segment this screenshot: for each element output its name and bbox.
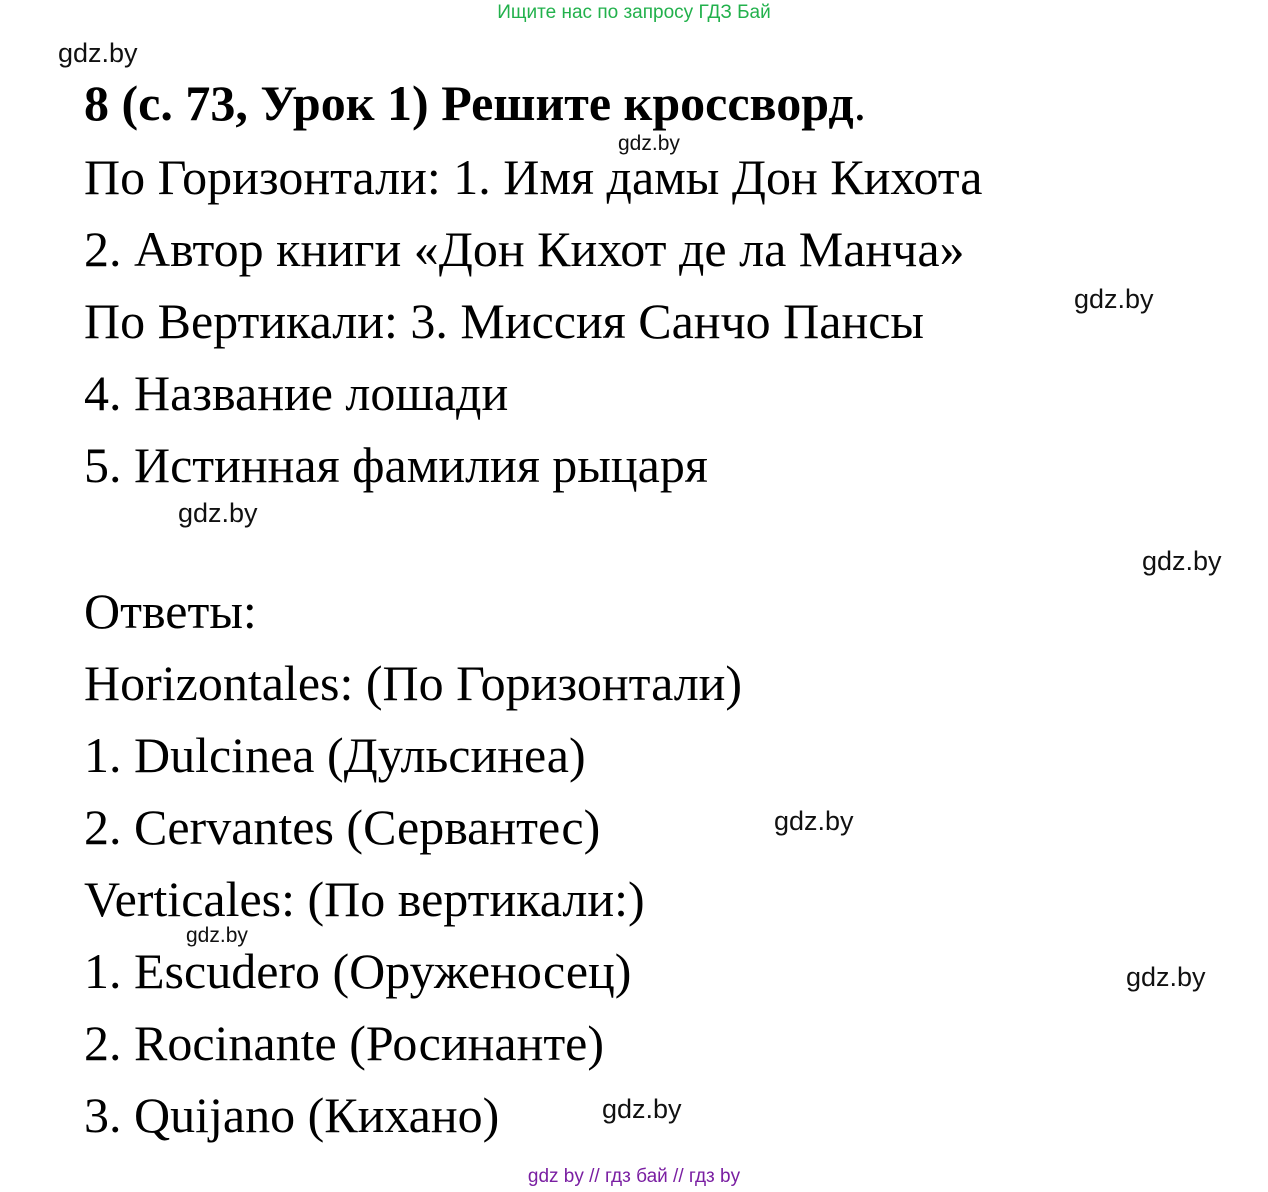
top-banner: Ищите нас по запросу ГДЗ Бай	[497, 2, 771, 23]
watermark: gdz.by	[1074, 284, 1154, 314]
answer-line: 1. Escudero (Оруженосец)	[84, 943, 632, 999]
answer-line: 3. Quijano (Кихано)	[84, 1087, 500, 1143]
watermark: gdz.by	[1142, 546, 1222, 576]
task-title	[84, 74, 866, 132]
question-line: 5. Истинная фамилия рыцаря	[84, 437, 708, 493]
answers-heading: Ответы:	[84, 583, 257, 639]
task-title-end: .	[853, 75, 867, 131]
task-title-bold: 8 (с. 73, Урок 1) Решите кроссворд	[84, 75, 854, 131]
watermark: gdz.by	[178, 498, 258, 528]
watermark: gdz.by	[1126, 962, 1206, 992]
watermark: gdz.by	[186, 924, 248, 947]
footer-links: gdz by // гдз бай // гдз by	[527, 1166, 741, 1187]
answer-line: 1. Dulcinea (Дульсинеа)	[84, 727, 586, 783]
watermark: gdz.by	[618, 132, 680, 155]
question-line: 4. Название лошади	[84, 365, 509, 421]
answer-line: 2. Rocinante (Росинанте)	[84, 1015, 605, 1071]
answer-line: Horizontales: (По Горизонтали)	[84, 655, 743, 711]
answer-line: Verticales: (По вертикали:)	[84, 871, 645, 927]
question-line: 2. Автор книги «Дон Кихот де ла Манча»	[84, 221, 965, 277]
question-line: По Горизонтали: 1. Имя дамы Дон Кихота	[84, 149, 983, 205]
answer-line: 2. Cervantes (Сервантес)	[84, 799, 601, 855]
watermark: gdz.by	[774, 806, 854, 836]
watermark: gdz.by	[602, 1094, 682, 1124]
watermark: gdz.by	[58, 38, 138, 68]
question-line: По Вертикали: 3. Миссия Санчо Пансы	[84, 293, 925, 349]
